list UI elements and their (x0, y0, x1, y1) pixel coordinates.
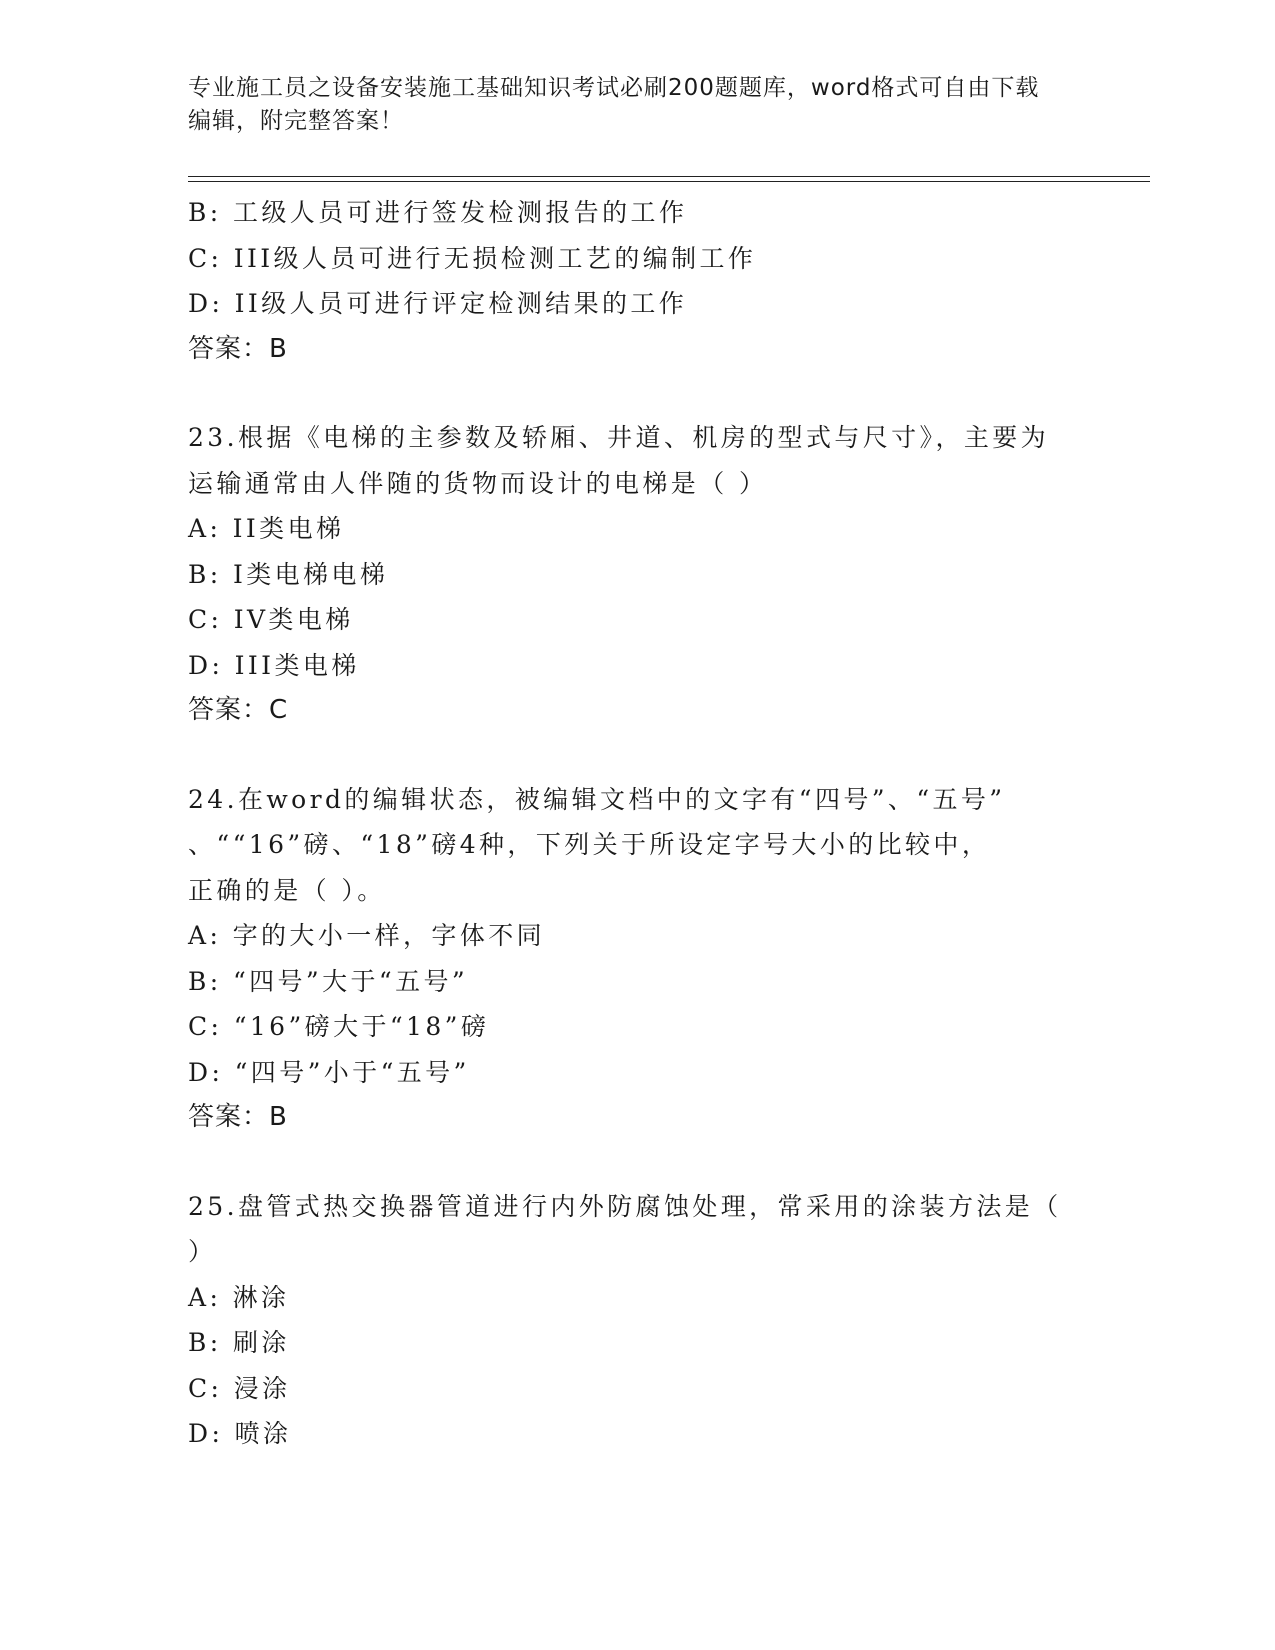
header-line-1: 专业施工员之设备安装施工基础知识考试必刷200题题库，word格式可自由下载 (188, 75, 1040, 101)
option-d: D: III类电梯 (188, 650, 360, 680)
option-c: C: IV类电梯 (188, 605, 354, 634)
question-stem-line: 正确的是（ ）。 (188, 875, 386, 905)
spacer (188, 734, 1088, 777)
option-a: A: 字的大小一样，字体不同 (188, 921, 546, 950)
question-stem-line: 25.盘管式热交换器管道进行内外防腐蚀处理，常采用的涂装方法是（ (188, 1191, 1062, 1221)
answer-line: 答案：B (188, 1102, 288, 1132)
option-c: C: “16”磅大于“18”磅 (188, 1012, 490, 1041)
spacer (188, 1141, 1088, 1184)
option-b: B: 工级人员可进行签发检测报告的工作 (188, 198, 688, 227)
question-22-continued (188, 190, 1088, 372)
answer-line: 答案：C (188, 695, 289, 725)
option-b: B: “四号”大于“五号” (188, 966, 469, 996)
header-rule-top (188, 176, 1150, 177)
question-stem-line: 运输通常由人伴随的货物而设计的电梯是（ ） (188, 468, 768, 498)
option-a: A: 淋涂 (188, 1282, 290, 1312)
option-d: D: “四号”小于“五号” (188, 1057, 470, 1087)
question-25 (188, 1184, 1088, 1457)
question-24 (188, 777, 1088, 1141)
answer-line: 答案：B (188, 333, 288, 364)
question-stem-line: 、““16”磅、“18”磅4种，下列关于所设定字号大小的比较中， (188, 830, 991, 859)
header-rule-bottom (188, 181, 1150, 182)
option-b: B: I类电梯电梯 (188, 559, 389, 589)
question-23 (188, 415, 1088, 734)
question-stem-line: 23.根据《电梯的主参数及轿厢、井道、机房的型式与尺寸》，主要为 (188, 423, 1050, 452)
question-stem-line: ） (188, 1237, 217, 1266)
spacer (188, 372, 1088, 415)
option-b: B: 刷涂 (188, 1328, 290, 1357)
document-header (188, 72, 1068, 138)
header-line-2: 编辑，附完整答案！ (188, 108, 404, 134)
option-c: C: III级人员可进行无损检测工艺的编制工作 (188, 243, 757, 273)
question-stem-line: 24.在word的编辑状态，被编辑文档中的文字有“四号”、“五号” (188, 784, 1006, 814)
option-a: A: II类电梯 (188, 514, 345, 543)
option-d: D: II级人员可进行评定检测结果的工作 (188, 289, 688, 318)
question-list (188, 190, 1088, 1457)
option-d: D: 喷涂 (188, 1419, 292, 1448)
option-c: C: 浸涂 (188, 1373, 291, 1403)
